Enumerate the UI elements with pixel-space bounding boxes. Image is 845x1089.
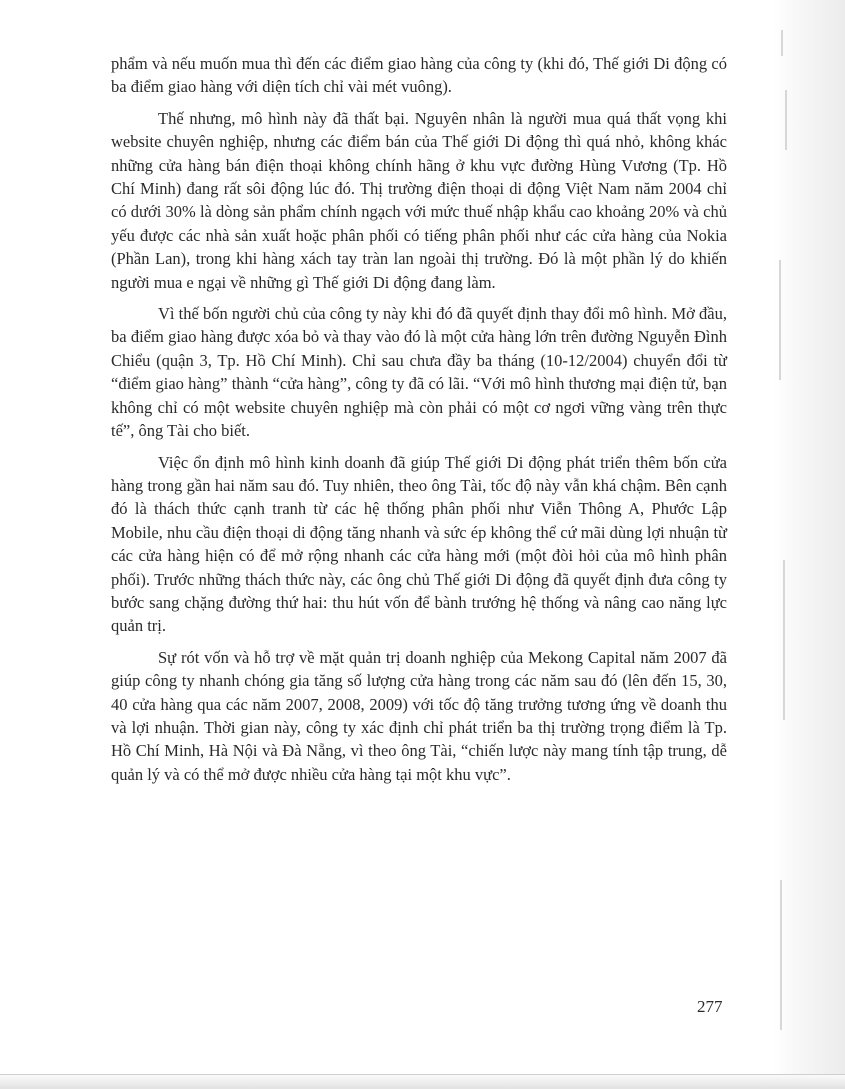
document-body xyxy=(111,52,727,794)
scan-speck xyxy=(783,560,785,720)
paragraph: Việc ổn định mô hình kinh doanh đã giúp Thế giới Di động phát triển thêm bốn cửa hàng trong gần hai năm sau đó. Tuy nhiên, theo ông Tài, tốc độ này vẫn khá chậm. Bên cạnh đó là thách thức cạnh tranh từ các hệ thống phân phối như Viễn Thông A, Phước Lập Mobile, nhu cầu điện thoại di động tăng nhanh và sức ép không thể cứ mãi dùng lợi nhuận từ các cửa hàng hiện có để mở rộng nhanh các cửa hàng mới (một đòi hỏi của mô hình phân phối). Trước những thách thức này, các ông chủ Thế giới Di động đã quyết định đưa công ty bước sang chặng đường thứ hai: thu hút vốn để bành trướng hệ thống và nâng cao năng lực quản trị. xyxy=(111,452,727,636)
scan-edge-bottom xyxy=(0,1074,845,1089)
scan-speck xyxy=(781,30,783,56)
paragraph: Vì thế bốn người chủ của công ty này khi đó đã quyết định thay đổi mô hình. Mở đầu, ba điểm giao hàng được xóa bỏ và thay vào đó là một cửa hàng lớn trên đường Nguyễn Đình Chiểu (quận 3, Tp. Hồ Chí Minh). Chỉ sau chưa đầy ba tháng (10-12/2004) chuyển đổi từ “điểm giao hàng” thành “cửa hàng”, công ty đã có lãi. “Với mô hình thương mại điện tử, bạn không chỉ có một website chuyên nghiệp mà còn phải có một cơ ngơi vững vàng trên thực tế”, ông Tài cho biết. xyxy=(111,304,727,441)
paragraph: Thế nhưng, mô hình này đã thất bại. Nguyên nhân là người mua quá thất vọng khi website chuyên nghiệp, nhưng các điểm bán của Thế giới Di động thì quá nhỏ, không khác những cửa hàng bán điện thoại không chính hãng ở khu vực đường Hùng Vương (Tp. Hồ Chí Minh) đang rất sôi động lúc đó. Thị trường điện thoại di động Việt Nam năm 2004 chỉ có dưới 30% là dòng sản phẩm chính ngạch với mức thuế nhập khẩu cao khoảng 20% và chủ yếu được các nhà sản xuất hoặc phân phối có tiếng phân phối như các cửa hàng của Nokia (Phần Lan), trong khi hàng xách tay tràn lan ngoài thị trường. Đó là một phần lý do khiến người mua e ngại về những gì Thế giới Di động đang làm. xyxy=(111,108,727,292)
paragraph-continued: phẩm và nếu muốn mua thì đến các điểm giao hàng của công ty (khi đó, Thế giới Di động có ba điểm giao hàng với diện tích chỉ vài mét vuông). xyxy=(111,54,727,97)
scan-speck xyxy=(779,260,781,380)
scan-speck xyxy=(780,880,782,1030)
page-number: 277 xyxy=(697,997,723,1016)
paragraph: Sự rót vốn và hỗ trợ về mặt quản trị doanh nghiệp của Mekong Capital năm 2007 đã giúp công ty nhanh chóng gia tăng số lượng cửa hàng trong các năm sau đó (lên đến 15, 30, 40 cửa hàng qua các năm 2007, 2008, 2009) với tốc độ tăng trưởng tương ứng về doanh thu và lợi nhuận. Thời gian này, công ty xác định chỉ phát triển ba thị trường trọng điểm là Tp. Hồ Chí Minh, Hà Nội và Đà Nẵng, vì theo ông Tài, “chiến lược này mang tính tập trung, dễ quản lý và có thể mở được nhiều cửa hàng tại một khu vực”. xyxy=(111,647,727,784)
scan-shadow-right xyxy=(773,0,845,1089)
scan-speck xyxy=(785,90,787,150)
